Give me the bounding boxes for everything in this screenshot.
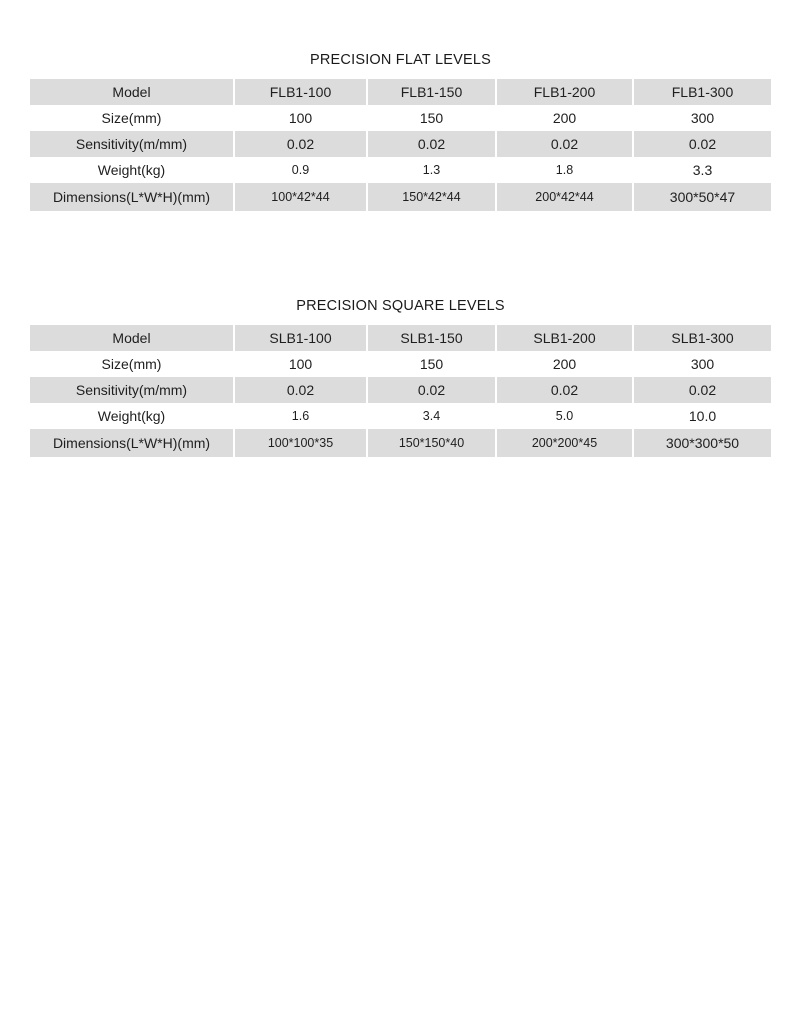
table-cell: 150: [366, 351, 495, 377]
row-label-dimensions: Dimensions(L*W*H)(mm): [30, 429, 233, 457]
table-cell: 100: [233, 105, 366, 131]
table-row-size: [30, 105, 771, 131]
table-row-model: [30, 325, 771, 351]
table-cell: 1.8: [495, 157, 632, 183]
table-cell: 100: [233, 351, 366, 377]
row-label-dimensions: Dimensions(L*W*H)(mm): [30, 183, 233, 211]
table-cell: 1.3: [366, 157, 495, 183]
row-label-weight: Weight(kg): [30, 403, 233, 429]
table-cell: 200: [495, 351, 632, 377]
row-label-model: Model: [30, 325, 233, 351]
table-cell: 0.02: [366, 131, 495, 157]
table-cell: 300*300*50: [632, 429, 771, 457]
flat-levels-section: [30, 50, 771, 211]
table-cell: SLB1-300: [632, 325, 771, 351]
table-row-dimensions: [30, 429, 771, 457]
square-levels-section: [30, 296, 771, 457]
table-cell: FLB1-100: [233, 79, 366, 105]
table-cell: SLB1-100: [233, 325, 366, 351]
row-label-model: Model: [30, 79, 233, 105]
table-cell: 0.9: [233, 157, 366, 183]
table-cell: 5.0: [495, 403, 632, 429]
table-cell: 100*100*35: [233, 429, 366, 457]
table-cell: 3.4: [366, 403, 495, 429]
table-cell: FLB1-200: [495, 79, 632, 105]
table-row-weight: [30, 157, 771, 183]
square-levels-title: PRECISION SQUARE LEVELS: [296, 298, 505, 314]
table-cell: 150*42*44: [366, 183, 495, 211]
table-row-dimensions: [30, 183, 771, 211]
table-cell: 200: [495, 105, 632, 131]
table-cell: 1.6: [233, 403, 366, 429]
table-row-weight: [30, 403, 771, 429]
flat-levels-title: PRECISION FLAT LEVELS: [310, 52, 491, 68]
table-cell: 0.02: [495, 377, 632, 403]
table-cell: 200*200*45: [495, 429, 632, 457]
row-label-weight: Weight(kg): [30, 157, 233, 183]
table-cell: 300: [632, 105, 771, 131]
table-cell: 150*150*40: [366, 429, 495, 457]
table-cell: 100*42*44: [233, 183, 366, 211]
table-row-model: [30, 79, 771, 105]
table-cell: FLB1-300: [632, 79, 771, 105]
table-cell: 0.02: [233, 377, 366, 403]
table-cell: 200*42*44: [495, 183, 632, 211]
table-cell: 300*50*47: [632, 183, 771, 211]
table-cell: 0.02: [366, 377, 495, 403]
table-cell: 10.0: [632, 403, 771, 429]
table-cell: FLB1-150: [366, 79, 495, 105]
table-cell: 0.02: [632, 131, 771, 157]
table-cell: 0.02: [233, 131, 366, 157]
row-label-sensitivity: Sensitivity(m/mm): [30, 131, 233, 157]
row-label-sensitivity: Sensitivity(m/mm): [30, 377, 233, 403]
table-cell: SLB1-200: [495, 325, 632, 351]
table-cell: SLB1-150: [366, 325, 495, 351]
flat-levels-table: [30, 79, 771, 211]
table-row-size: [30, 351, 771, 377]
table-cell: 300: [632, 351, 771, 377]
table-cell: 3.3: [632, 157, 771, 183]
table-cell: 150: [366, 105, 495, 131]
row-label-size: Size(mm): [30, 105, 233, 131]
square-levels-table: [30, 325, 771, 457]
row-label-size: Size(mm): [30, 351, 233, 377]
table-row-sensitivity: [30, 131, 771, 157]
table-row-sensitivity: [30, 377, 771, 403]
table-cell: 0.02: [632, 377, 771, 403]
table-cell: 0.02: [495, 131, 632, 157]
